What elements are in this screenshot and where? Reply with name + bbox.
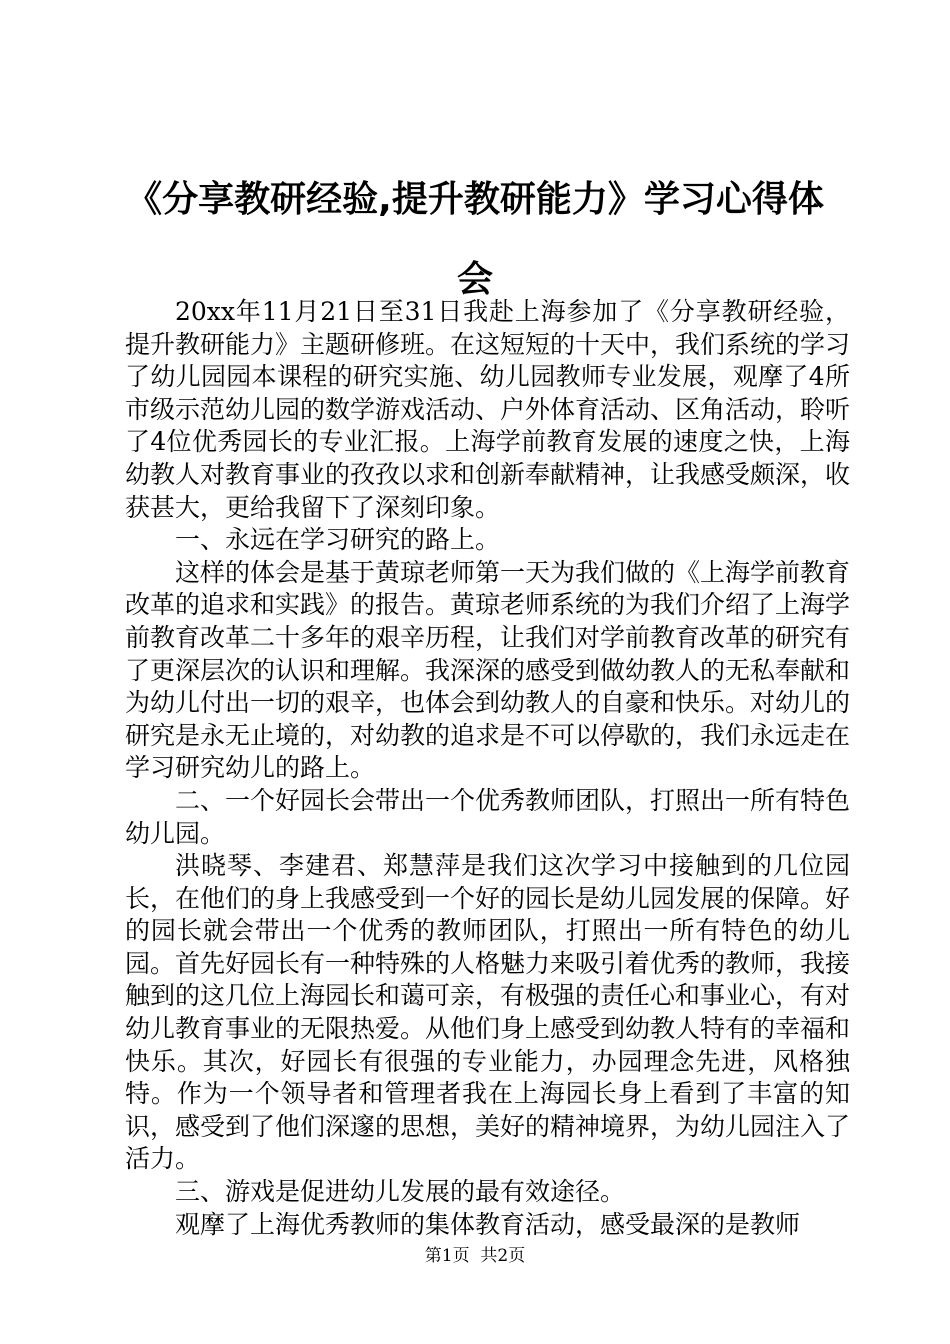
document-body <box>125 296 850 1241</box>
heading-section-2: 二、一个好园长会带出一个优秀教师团队，打照出一所有特色幼儿园。 <box>125 785 851 848</box>
document-title: 《分享教研经验,提升教研能力》学习心得体会 <box>126 179 824 300</box>
heading-section-1: 一、永远在学习研究的路上。 <box>175 525 501 555</box>
paragraph-section-2: 洪晓琴、李建君、郑慧萍是我们这次学习中接触到的几位园长，在他们的身上我感受到一个好的园长是幼儿园发展的保障。好的园长就会带出一个优秀的教师团队，打照出一所有特色的幼儿园。首先好园长有一种特殊的人格魅力来吸引着优秀的教师，我接触到的这几位上海园长和蔼可亲，有极强的责任心和事业心，有对幼儿教育事业的无限热爱。从他们身上感受到幼教人特有的幸福和快乐。其次，好园长有很强的专业能力，办园理念先进，风格独特。作为一个领导者和管理者我在上海园长身上看到了丰富的知识，感受到了他们深邃的思想，美好的精神境界，为幼儿园注入了活力。 <box>125 851 851 1174</box>
paragraph-section-3: 观摩了上海优秀教师的集体教育活动，感受最深的是教师 <box>175 1209 801 1239</box>
page-footer: 第1页 共2页 <box>424 1246 526 1266</box>
paragraph-section-1: 这样的体会是基于黄琼老师第一天为我们做的《上海学前教育改革的追求和实践》的报告。黄琼老师系统的为我们介绍了上海学前教育改革二十多年的艰辛历程，让我们对学前教育改革的研究有了更深层次的认识和理解。我深深的感受到做幼教人的无私奉献和为幼儿付出一切的艰辛，也体会到幼教人的自豪和快乐。对幼儿的研究是永无止境的，对幼教的追求是不可以停歇的，我们永远走在学习研究幼儿的路上。 <box>125 557 851 783</box>
heading-section-3: 三、游戏是促进幼儿发展的最有效途径。 <box>175 1177 626 1207</box>
paragraph-intro: 20xx年11月21日至31日我赴上海参加了《分享教研经验，提升教研能力》主题研修班。在这短短的十天中，我们系统的学习了幼儿园园本课程的研究实施、幼儿园教师专业发展，观摩了4所市级示范幼儿园的数学游戏活动、户外体育活动、区角活动，聆听了4位优秀园长的专业汇报。上海学前教育发展的速度之快，上海幼教人对教育事业的孜孜以求和创新奉献精神，让我感受颇深，收获甚大，更给我留下了深刻印象。 <box>125 297 851 522</box>
